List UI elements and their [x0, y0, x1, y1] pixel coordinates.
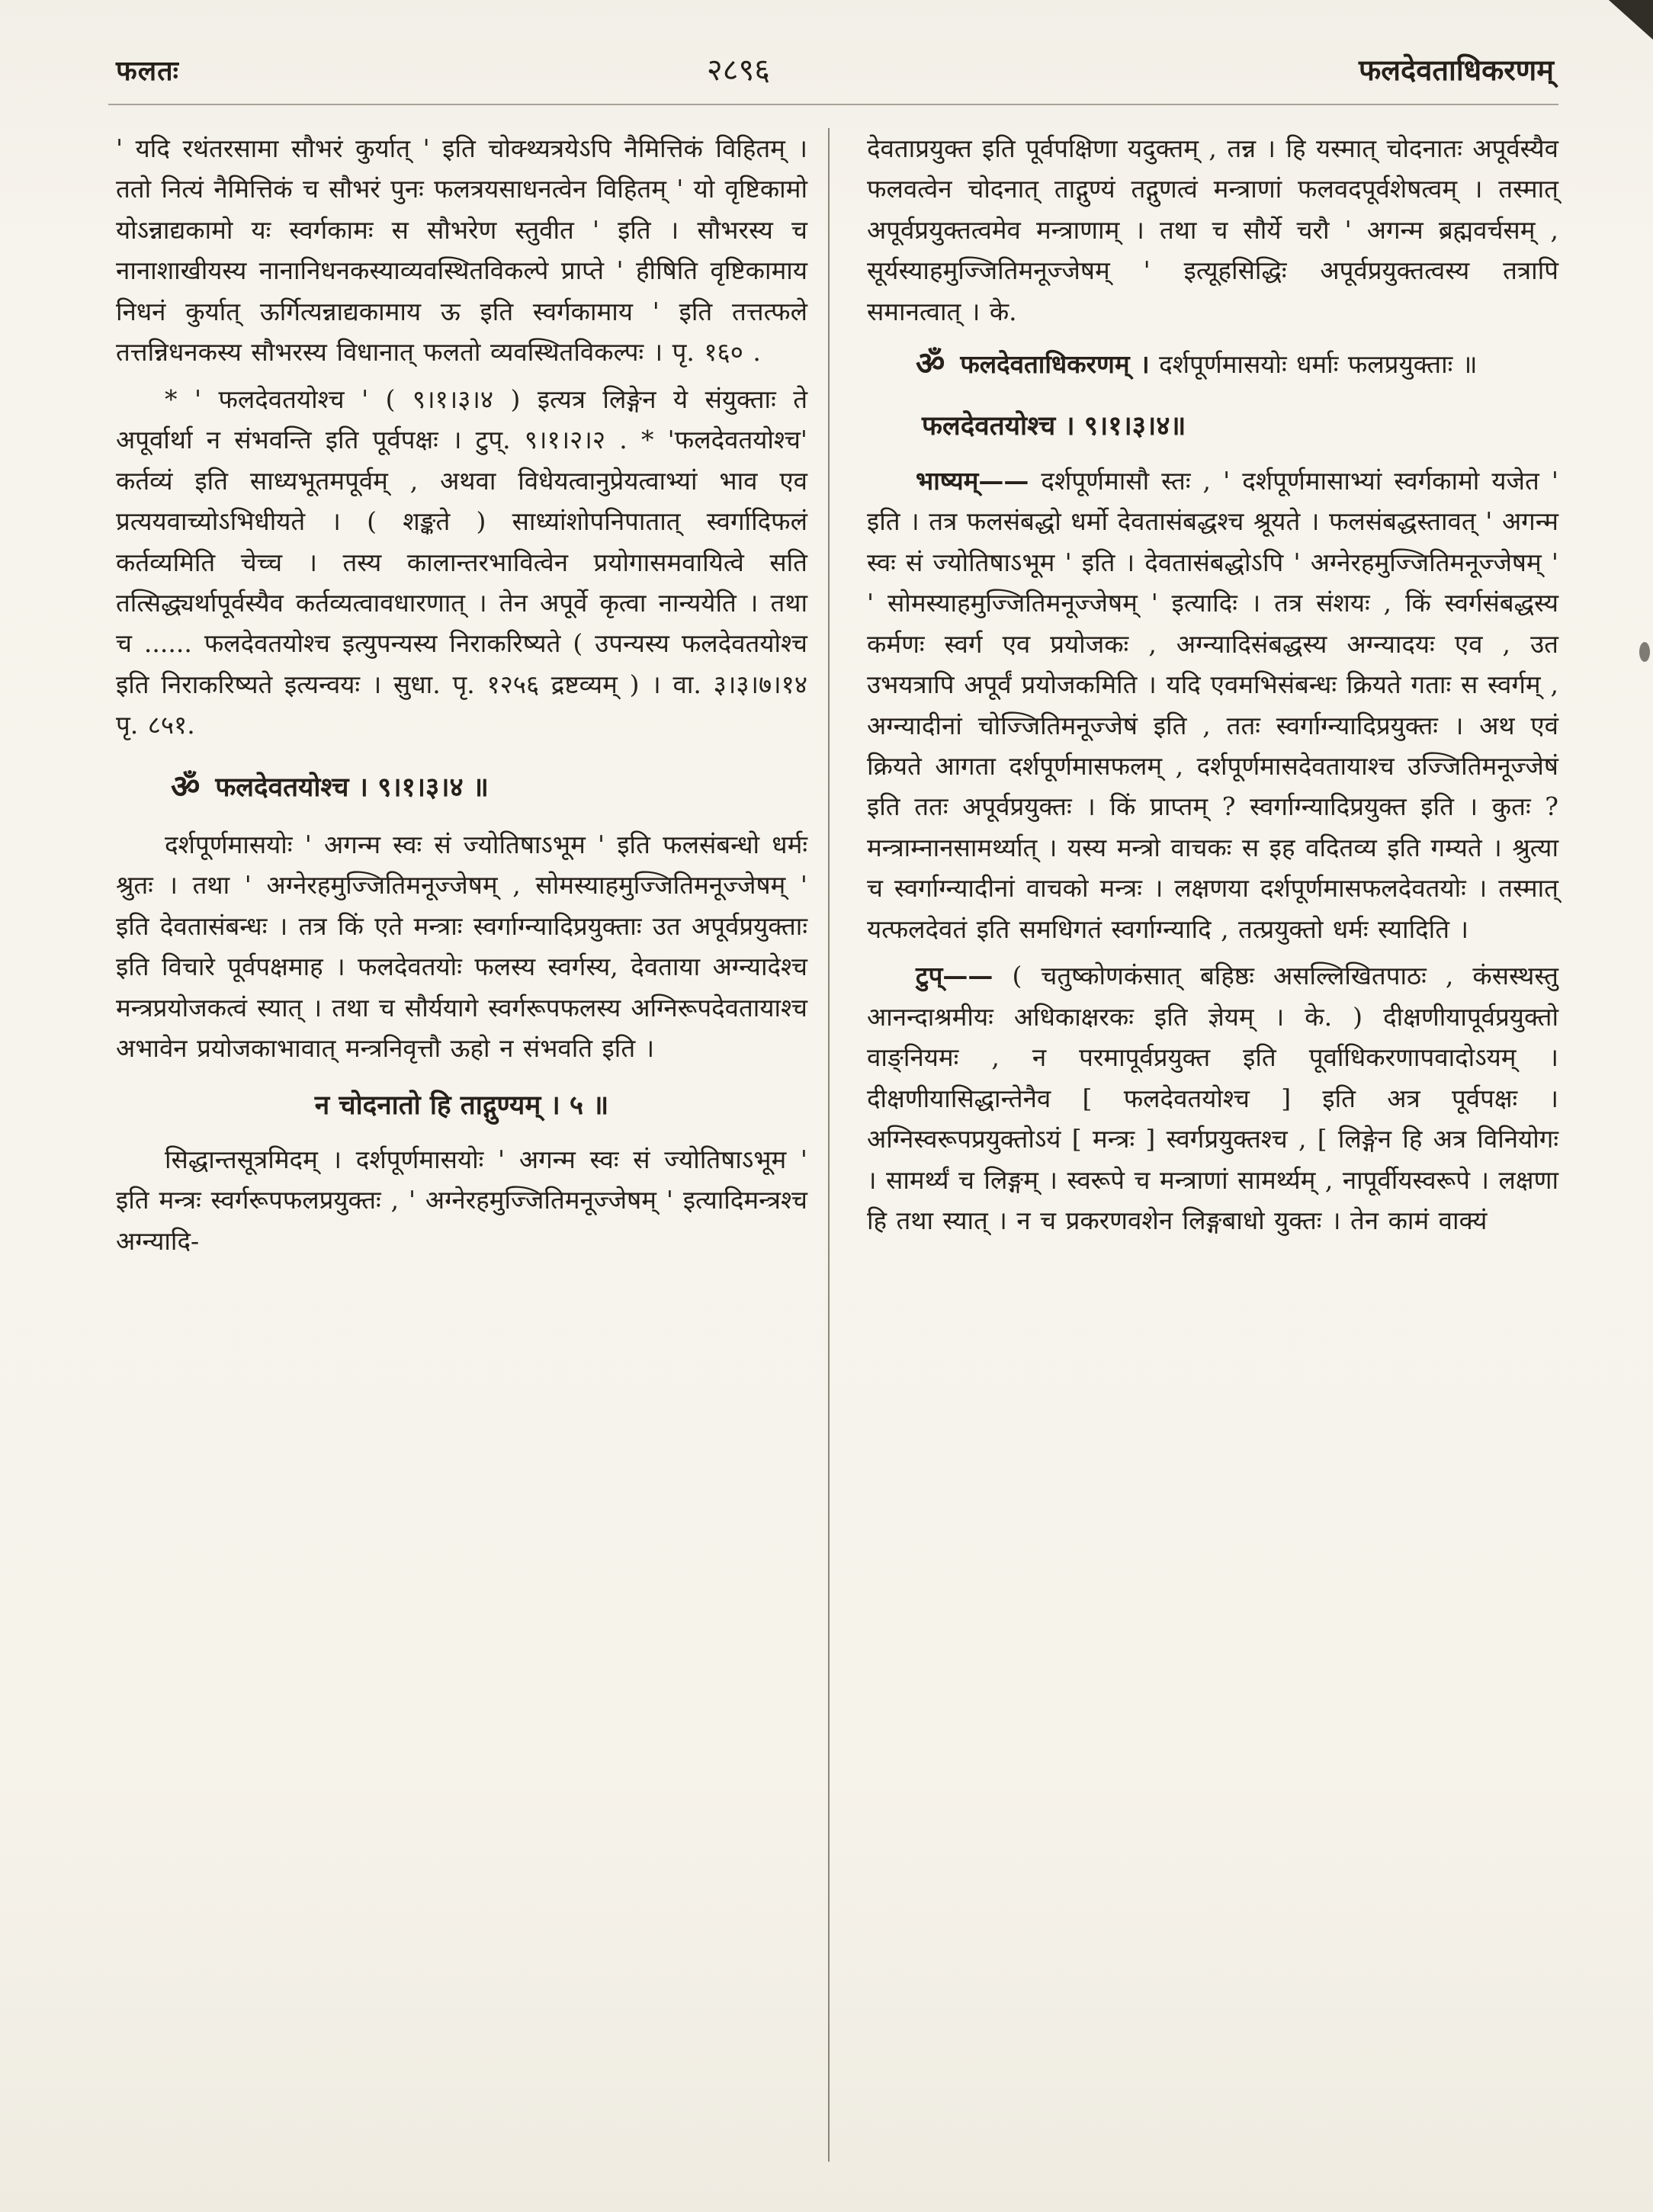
om-ornament-icon: ॐ [171, 767, 201, 805]
bhashya-paragraph [867, 461, 1558, 949]
header-rule [108, 104, 1558, 105]
paragraph: * ' फलदेवतयोश्च ' ( ९।१।३।४ ) इत्यत्र लिङ्गेन ये संयुक्ताः ते अपूर्वार्था न संभवन्ति इति पूर्वपक्षः । टुप्. ९।१।२।२ . * 'फलदेवतयोश्च' कर्तव्यं इति साध्यभूतमपूर्वम् , अथवा विधेयत्वानुप्रेयत्वाभ्यां भाव एव प्रत्ययवाच्योऽभिधीयते । ( शङ्कते ) साध्यांशोपनिपातात् स्वर्गादिफलं कर्तव्यमिति चेच्च । तस्य कालान्तरभावित्वेन प्रयोगासमवायित्वे सति तत्सिद्ध्यर्थापूर्वस्यैव कर्तव्यत्वावधारणात् । तेन अपूर्वे कृत्वा नान्ययेति । तथा च ...... फलदेवतयोश्च इत्युपन्यस्य निराकरिष्यते ( उपन्यस्य फलदेवतयोश्च इति निराकरिष्यते इत्यन्वयः । सुधा. पृ. १२५६ द्रष्टव्यम् ) । वा. ३।३।७।१४ पृ. ८५१. [116, 384, 808, 740]
adhikarana-line [867, 338, 1558, 390]
left-column [116, 128, 807, 1267]
sutra-heading [171, 762, 807, 811]
scan-artifact [1603, 0, 1653, 40]
tup-label: टुप्—— [916, 961, 993, 991]
sutra-text: फलदेवतयोश्च । ९।१।३।४ ॥ [215, 771, 489, 803]
adhikarana-rest: दर्शपूर्णमासयोः धर्माः फलप्रयुक्ताः ॥ [1149, 349, 1478, 380]
page-body [116, 128, 1558, 1267]
header-catchword: फलतः [116, 55, 179, 87]
om-ornament-icon: ॐ [916, 345, 945, 383]
sutra-heading: न चोदनातो हि ताद्गुण्यम् । ५ ॥ [314, 1089, 609, 1121]
paragraph: सिद्धान्तसूत्रमिदम् । दर्शपूर्णमासयोः ' अगन्म स्वः सं ज्योतिषाऽभूम ' इति मन्त्रः स्वर्गरूपफलप्रयुक्तः , ' अग्नेरहमुज्जितिमनूज्जेषम् ' इत्यादिमन्त्रश्च अग्न्यादि- [116, 1145, 807, 1256]
bhashya-label: भाष्यम्—— [916, 465, 1029, 496]
bhashya-text: दर्शपूर्णमासौ स्तः , ' दर्शपूर्णमासाभ्यां स्वर्गकामो यजेत ' इति । तत्र फलसंबद्धो धर्मो देवतासंबद्धश्च श्रूयते । फलसंबद्धस्तावत् ' अगन्म स्वः सं ज्योतिषाऽभूम ' इति । देवतासंबद्धोऽपि ' अग्नेरहमुज्जितिमनूज्जेषम् ' ' सोमस्याहमुज्जितिमनूज्जेषम् ' इत्यादिः । तत्र संशयः , किं स्वर्गसंबद्धस्य कर्मणः स्वर्ग एव प्रयोजकः , अग्न्यादिसंबद्धस्य अग्न्यादयः एव , उत उभयत्रापि अपूर्वं प्रयोजकमिति । यदि एवमभिसंबन्धः क्रियते गताः स स्वर्गम् , अग्न्यादीनां चोज्जितिमनूज्जेषं इति , ततः स्वर्गाग्न्यादिप्रयुक्तः । अथ एवं क्रियते आगता दर्शपूर्णमासफलम् , दर्शपूर्णमासदेवतायाश्च उज्जितिमनूज्जेषं इति ततः अपूर्वप्रयुक्तः । किं प्राप्तम् ? स्वर्गाग्न्यादिप्रयुक्त इति । कुतः ? मन्त्राम्नानसामर्थ्यात् । यस्य मन्त्रो वाचकः स इह वदितव्य इति गम्यते । श्रुत्या च स्वर्गाग्न्यादीनां वाचको मन्त्रः । लक्षणया दर्शपूर्णमासफलदेवतयोः । तस्मात् यत्फलदेवतं इति समधिगतं स्वर्गाग्न्यादि , तत्प्रयुक्तो धर्मः स्यादिति । [867, 465, 1558, 944]
paragraph: ' यदि रथंतरसामा सौभरं कुर्यात् ' इति चोक्थ्यत्रयेऽपि नैमित्तिकं विहितम् । ततो नित्यं नैमित्तिकं च सौभरं पुनः फलत्रयसाधनत्वेन विहितम् ' यो वृष्टिकामो योऽन्नाद्यकामो यः स्वर्गकामः स सौभरेण स्तुवीत ' इति । सौभरस्य च नानाशाखीयस्य नानानिधनकस्याव्यवस्थितविकल्पे प्राप्ते ' हीषिति वृष्टिकामाय निधनं कुर्यात् ऊर्गित्यन्नाद्यकामाय ऊ इति स्वर्गकामाय ' इति तत्तत्फले तत्तन्निधनकस्य सौभरस्य विधानात् फलतो व्यवस्थितविकल्पः । पृ. १६० . [116, 133, 807, 368]
running-header [116, 47, 1554, 89]
paragraph: दर्शपूर्णमासयोः ' अगन्म स्वः सं ज्योतिषाऽभूम ' इति फलसंबन्धो धर्मः श्रुतः । तथा ' अग्नेरहमुज्जितिमनूज्जेषम् , सोमस्याहमुज्जितिमनूज्जेषम् ' इति देवतासंबन्धः । तत्र किं एते मन्त्राः स्वर्गाग्न्यादिप्रयुक्ताः उत अपूर्वप्रयुक्ताः इति विचारे पूर्वपक्षमाह । फलदेवतयोः फलस्य स्वर्गस्य, देवताया अग्न्यादेश्च मन्त्रप्रयोजकत्वं स्यात् । तथा च सौर्ययागे स्वर्गरूपफलस्य अग्निरूपदेवतायाश्च अभावेन प्रयोजकाभावात् मन्त्रनिवृत्तौ ऊहो न संभवति इति । [116, 829, 808, 1064]
scan-artifact [1639, 642, 1650, 662]
right-column [867, 128, 1558, 1267]
tup-text: ( चतुष्कोणकंसात् बहिष्ठः असल्लिखितपाठः , कंसस्थस्तु आनन्दाश्रमीयः अधिकाक्षरकः इति ज्ञेयम् । के. ) दीक्षणीयापूर्वप्रयुक्तो वाङ्नियमः , न परमापूर्वप्रयुक्त इति पूर्वाधिकरणापवादोऽयम् । दीक्षणीयासिद्धान्तेनैव [ फलदेवतयोश्च ] इति अत्र पूर्वपक्षः । अग्निस्वरूपप्रयुक्तोऽयं [ मन्त्रः ] स्वर्गप्रयुक्तश्च , [ लिङ्गेन हि अत्र विनियोगः । सामर्थ्यं च लिङ्गम् । स्वरूपे च मन्त्राणां सामर्थ्यम् , नापूर्वीयस्वरूपे । लक्षणा हि तथा स्यात् । न च प्रकरणवशेन लिङ्गबाधो युक्तः । तेन कामं वाक्यं [867, 961, 1558, 1235]
page-number: २८९६ [706, 53, 771, 88]
tup-paragraph [867, 955, 1558, 1241]
header-chapter-title: फलदेवताधिकरणम् [1358, 53, 1554, 87]
paragraph: देवताप्रयुक्त इति पूर्वपक्षिणा यदुक्तम् , तन्न । हि यस्मात् चोदनातः अपूर्वस्यैव फलवत्वेन चोदनात् ताद्गुण्यं तद्गुणत्वं मन्त्राणां फलवदपूर्वशेषत्वम् । तस्मात् अपूर्वप्रयुक्तत्वमेव मन्त्राणाम् । तथा च सौर्ये चरौ ' अगन्म ब्रह्मवर्चसम् , सूर्यस्याहमुज्जितिमनूज्जेषम् ' इत्यूहसिद्धिः अपूर्वप्रयुक्तत्वस्य तत्रापि समानत्वात् । के. [867, 133, 1558, 326]
sutra-heading: फलदेवतयोश्च । ९।१।३।४॥ [922, 410, 1186, 442]
adhikarana-title: फलदेवताधिकरणम् । [960, 349, 1150, 380]
